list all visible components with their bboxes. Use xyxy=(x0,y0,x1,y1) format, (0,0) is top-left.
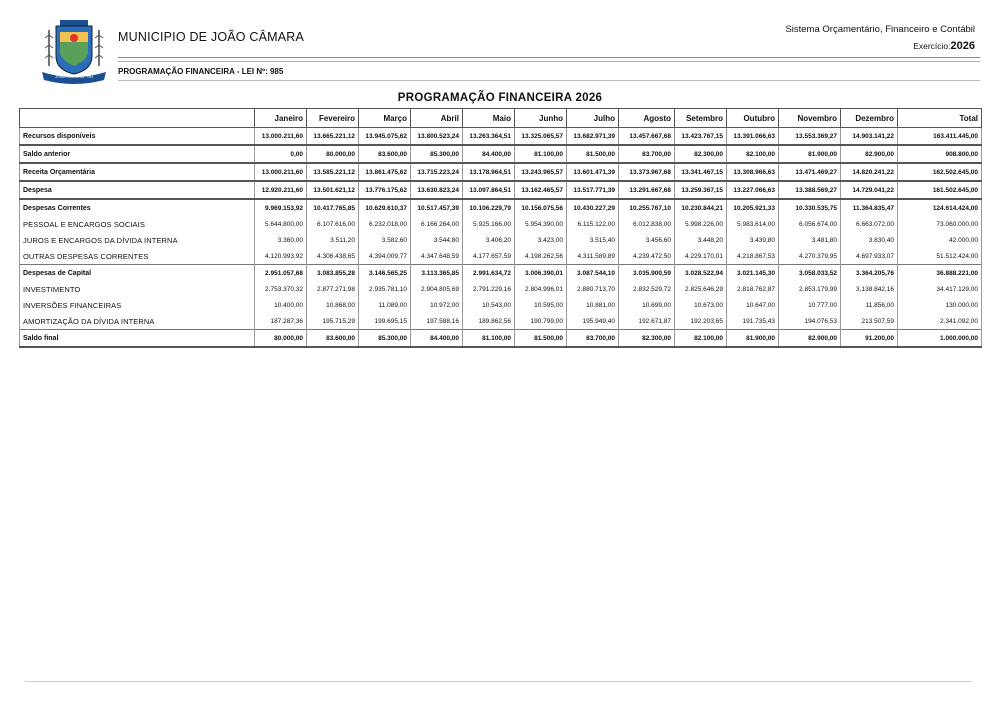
month-value-cell: 4.697.933,07 xyxy=(841,248,898,265)
svg-text:JOÃO CÂMARA · RN: JOÃO CÂMARA · RN xyxy=(54,74,94,79)
month-value-cell: 3.364.205,76 xyxy=(841,265,898,282)
header-divider xyxy=(118,57,980,58)
column-header: Maio xyxy=(463,109,515,128)
column-header: Outubro xyxy=(727,109,779,128)
month-value-cell: 199.695,15 xyxy=(359,313,411,330)
month-value-cell: 3.582,60 xyxy=(359,232,411,248)
table-row xyxy=(20,297,982,313)
row-total-cell: 51.512.424,00 xyxy=(898,248,982,265)
month-value-cell: 82.900,00 xyxy=(841,145,898,163)
column-header: Novembro xyxy=(779,109,841,128)
month-value-cell: 84.400,00 xyxy=(411,330,463,348)
month-value-cell: 3.481,80 xyxy=(779,232,841,248)
row-label: Despesa xyxy=(20,181,255,199)
month-value-cell: 3.544,80 xyxy=(411,232,463,248)
month-value-cell: 2.818.762,87 xyxy=(727,281,779,297)
row-label: Despesas de Capital xyxy=(20,265,255,282)
column-header-description xyxy=(20,109,255,128)
month-value-cell: 11.364.835,47 xyxy=(841,199,898,216)
month-value-cell: 3.448,20 xyxy=(675,232,727,248)
row-label: PESSOAL E ENCARGOS SOCIAIS xyxy=(20,216,255,232)
month-value-cell: 6.115.122,00 xyxy=(567,216,619,232)
month-value-cell: 82.900,00 xyxy=(779,330,841,348)
month-value-cell: 189.862,56 xyxy=(463,313,515,330)
month-value-cell: 3.830,40 xyxy=(841,232,898,248)
month-value-cell: 3.360,00 xyxy=(255,232,307,248)
month-value-cell: 82.300,00 xyxy=(619,330,675,348)
table-row xyxy=(20,216,982,232)
month-value-cell: 82.100,00 xyxy=(727,145,779,163)
month-value-cell: 10.255.767,10 xyxy=(619,199,675,216)
table-row xyxy=(20,199,982,216)
month-value-cell: 81.500,00 xyxy=(515,330,567,348)
footer-divider xyxy=(25,681,972,682)
month-value-cell: 13.861.475,62 xyxy=(359,163,411,181)
row-total-cell: 124.614.424,00 xyxy=(898,199,982,216)
month-value-cell: 2.991.634,72 xyxy=(463,265,515,282)
month-value-cell: 10.230.844,21 xyxy=(675,199,727,216)
row-total-cell: 130.000,00 xyxy=(898,297,982,313)
month-value-cell: 81.500,00 xyxy=(567,145,619,163)
month-value-cell: 192.671,87 xyxy=(619,313,675,330)
month-value-cell: 13.471.469,27 xyxy=(779,163,841,181)
month-value-cell: 83.700,00 xyxy=(619,145,675,163)
month-value-cell: 10.205.921,33 xyxy=(727,199,779,216)
month-value-cell: 3.515,40 xyxy=(567,232,619,248)
month-value-cell: 13.665.221,12 xyxy=(307,128,359,146)
month-value-cell: 80.000,00 xyxy=(307,145,359,163)
header-divider xyxy=(118,80,980,81)
month-value-cell: 13.000.211,60 xyxy=(255,128,307,146)
month-value-cell: 13.227.066,63 xyxy=(727,181,779,199)
month-value-cell: 83.700,00 xyxy=(567,330,619,348)
month-value-cell: 13.457.667,68 xyxy=(619,128,675,146)
month-value-cell: 4.270.379,95 xyxy=(779,248,841,265)
month-value-cell: 4.177.657,59 xyxy=(463,248,515,265)
month-value-cell: 13.097.864,51 xyxy=(463,181,515,199)
month-value-cell: 83.600,00 xyxy=(307,330,359,348)
month-value-cell: 10.673,00 xyxy=(675,297,727,313)
month-value-cell: 80.000,00 xyxy=(255,330,307,348)
month-value-cell: 3.113.365,85 xyxy=(411,265,463,282)
month-value-cell: 13.325.065,57 xyxy=(515,128,567,146)
month-value-cell: 6.166.264,00 xyxy=(411,216,463,232)
month-value-cell: 13.553.369,27 xyxy=(779,128,841,146)
column-header: Janeiro xyxy=(255,109,307,128)
month-value-cell: 195.715,29 xyxy=(307,313,359,330)
column-header: Setembro xyxy=(675,109,727,128)
month-value-cell: 13.585.221,12 xyxy=(307,163,359,181)
month-value-cell: 192.203,65 xyxy=(675,313,727,330)
month-value-cell: 13.373.967,68 xyxy=(619,163,675,181)
table-header-row xyxy=(20,109,982,128)
column-header: Fevereiro xyxy=(307,109,359,128)
month-value-cell: 10.517.457,39 xyxy=(411,199,463,216)
row-label: INVESTIMENTO xyxy=(20,281,255,297)
table-row xyxy=(20,181,982,199)
month-value-cell: 4.120.993,92 xyxy=(255,248,307,265)
month-value-cell: 2.753.370,32 xyxy=(255,281,307,297)
table-row xyxy=(20,128,982,146)
table-row xyxy=(20,163,982,181)
row-total-cell: 908.800,00 xyxy=(898,145,982,163)
month-value-cell: 6.232.018,00 xyxy=(359,216,411,232)
month-value-cell: 13.517.771,39 xyxy=(567,181,619,199)
month-value-cell: 13.259.367,15 xyxy=(675,181,727,199)
table-row xyxy=(20,248,982,265)
month-value-cell: 12.920.211,60 xyxy=(255,181,307,199)
month-value-cell: 4.229.170,01 xyxy=(675,248,727,265)
month-value-cell: 81.100,00 xyxy=(515,145,567,163)
month-value-cell: 13.601.471,39 xyxy=(567,163,619,181)
month-value-cell: 13.308.966,63 xyxy=(727,163,779,181)
month-value-cell: 2.853.179,99 xyxy=(779,281,841,297)
month-value-cell: 3.058.033,52 xyxy=(779,265,841,282)
column-header: Total xyxy=(898,109,982,128)
month-value-cell: 2.877.271,98 xyxy=(307,281,359,297)
row-label: Receita Orçamentária xyxy=(20,163,255,181)
column-header: Agosto xyxy=(619,109,675,128)
month-value-cell: 3.028.522,94 xyxy=(675,265,727,282)
month-value-cell: 10.595,00 xyxy=(515,297,567,313)
month-value-cell: 6.012.838,00 xyxy=(619,216,675,232)
report-subtitle: PROGRAMAÇÃO FINANCEIRA - LEI Nº: 985 xyxy=(118,67,284,76)
month-value-cell: 13.715.223,24 xyxy=(411,163,463,181)
month-value-cell: 3.006.390,01 xyxy=(515,265,567,282)
month-value-cell: 5.983.614,00 xyxy=(727,216,779,232)
fiscal-year xyxy=(913,40,975,52)
month-value-cell: 81.900,00 xyxy=(727,330,779,348)
month-value-cell: 4.347.648,59 xyxy=(411,248,463,265)
month-value-cell: 13.291.667,68 xyxy=(619,181,675,199)
month-value-cell: 2.904.805,69 xyxy=(411,281,463,297)
row-label: AMORTIZAÇÃO DA DÍVIDA INTERNA xyxy=(20,313,255,330)
month-value-cell: 4.311.589,89 xyxy=(567,248,619,265)
month-value-cell: 14.820.241,22 xyxy=(841,163,898,181)
month-value-cell: 5.998.226,00 xyxy=(675,216,727,232)
row-label: JUROS E ENCARGOS DA DÍVIDA INTERNA xyxy=(20,232,255,248)
month-value-cell: 91.200,00 xyxy=(841,330,898,348)
row-total-cell: 42.000,00 xyxy=(898,232,982,248)
month-value-cell: 14.729.041,22 xyxy=(841,181,898,199)
month-value-cell: 2.825.646,29 xyxy=(675,281,727,297)
row-total-cell: 161.502.645,00 xyxy=(898,181,982,199)
column-header: Março xyxy=(359,109,411,128)
month-value-cell: 11.089,00 xyxy=(359,297,411,313)
row-label: Saldo anterior xyxy=(20,145,255,163)
month-value-cell: 81.900,00 xyxy=(779,145,841,163)
month-value-cell: 83.600,00 xyxy=(359,145,411,163)
month-value-cell: 4.306.438,65 xyxy=(307,248,359,265)
month-value-cell: 84.400,00 xyxy=(463,145,515,163)
month-value-cell: 13.388.569,27 xyxy=(779,181,841,199)
month-value-cell: 5.644.800,00 xyxy=(255,216,307,232)
month-value-cell: 3.456,60 xyxy=(619,232,675,248)
column-header: Junho xyxy=(515,109,567,128)
month-value-cell: 10.868,00 xyxy=(307,297,359,313)
month-value-cell: 10.647,00 xyxy=(727,297,779,313)
month-value-cell: 3.138.842,16 xyxy=(841,281,898,297)
month-value-cell: 2.880.713,70 xyxy=(567,281,619,297)
month-value-cell: 10.777,00 xyxy=(779,297,841,313)
month-value-cell: 2.804.996,01 xyxy=(515,281,567,297)
month-value-cell: 13.501.621,12 xyxy=(307,181,359,199)
month-value-cell: 13.243.965,57 xyxy=(515,163,567,181)
month-value-cell: 81.100,00 xyxy=(463,330,515,348)
month-value-cell: 10.543,00 xyxy=(463,297,515,313)
month-value-cell: 82.100,00 xyxy=(675,330,727,348)
column-header: Julho xyxy=(567,109,619,128)
month-value-cell: 10.430.227,29 xyxy=(567,199,619,216)
table-row xyxy=(20,281,982,297)
month-value-cell: 13.423.767,15 xyxy=(675,128,727,146)
table-row xyxy=(20,313,982,330)
month-value-cell: 4.218.867,53 xyxy=(727,248,779,265)
month-value-cell: 213.507,59 xyxy=(841,313,898,330)
municipal-coat-of-arms-icon xyxy=(40,18,108,86)
month-value-cell: 10.417.765,85 xyxy=(307,199,359,216)
municipality-name: MUNICIPIO DE JOÃO CÂMARA xyxy=(118,30,305,44)
month-value-cell: 11.856,00 xyxy=(841,297,898,313)
month-value-cell: 3.423,00 xyxy=(515,232,567,248)
table-row xyxy=(20,145,982,163)
month-value-cell: 9.969.153,92 xyxy=(255,199,307,216)
month-value-cell: 4.394.009,77 xyxy=(359,248,411,265)
financial-schedule-table xyxy=(19,108,982,348)
month-value-cell: 3.083.855,28 xyxy=(307,265,359,282)
month-value-cell: 6.107.616,00 xyxy=(307,216,359,232)
month-value-cell: 2.951.057,68 xyxy=(255,265,307,282)
column-header: Abril xyxy=(411,109,463,128)
month-value-cell: 13.776.175,62 xyxy=(359,181,411,199)
month-value-cell: 191.735,43 xyxy=(727,313,779,330)
fiscal-year-value: 2026 xyxy=(950,40,975,52)
month-value-cell: 82.300,00 xyxy=(675,145,727,163)
month-value-cell: 10.881,00 xyxy=(567,297,619,313)
month-value-cell: 10.400,00 xyxy=(255,297,307,313)
system-name: Sistema Orçamentário, Financeiro e Contábil xyxy=(785,24,975,35)
month-value-cell: 3.439,80 xyxy=(727,232,779,248)
row-label: Recursos disponíveis xyxy=(20,128,255,146)
month-value-cell: 10.972,00 xyxy=(411,297,463,313)
month-value-cell: 14.903.141,22 xyxy=(841,128,898,146)
month-value-cell: 13.162.465,57 xyxy=(515,181,567,199)
month-value-cell: 5.925.166,00 xyxy=(463,216,515,232)
row-total-cell: 36.888.221,00 xyxy=(898,265,982,282)
column-header: Dezembro xyxy=(841,109,898,128)
month-value-cell: 13.391.066,63 xyxy=(727,128,779,146)
month-value-cell: 13.800.523,24 xyxy=(411,128,463,146)
month-value-cell: 3.021.145,30 xyxy=(727,265,779,282)
table-row xyxy=(20,232,982,248)
page-header xyxy=(0,0,1000,90)
table-row xyxy=(20,265,982,282)
month-value-cell: 187.287,36 xyxy=(255,313,307,330)
month-value-cell: 197.588,16 xyxy=(411,313,463,330)
row-label: OUTRAS DESPESAS CORRENTES xyxy=(20,248,255,265)
month-value-cell: 3.511,20 xyxy=(307,232,359,248)
month-value-cell: 10.629.610,37 xyxy=(359,199,411,216)
row-label: Saldo final xyxy=(20,330,255,348)
month-value-cell: 13.263.364,51 xyxy=(463,128,515,146)
month-value-cell: 4.239.472,50 xyxy=(619,248,675,265)
month-value-cell: 10.106.229,79 xyxy=(463,199,515,216)
month-value-cell: 6.056.674,00 xyxy=(779,216,841,232)
month-value-cell: 2.935.781,10 xyxy=(359,281,411,297)
month-value-cell: 5.954.390,00 xyxy=(515,216,567,232)
month-value-cell: 85.300,00 xyxy=(359,330,411,348)
month-value-cell: 10.699,00 xyxy=(619,297,675,313)
month-value-cell: 13.682.971,39 xyxy=(567,128,619,146)
month-value-cell: 85.300,00 xyxy=(411,145,463,163)
month-value-cell: 4.198.262,56 xyxy=(515,248,567,265)
row-total-cell: 163.411.445,00 xyxy=(898,128,982,146)
month-value-cell: 10.330.535,75 xyxy=(779,199,841,216)
month-value-cell: 2.832.529,72 xyxy=(619,281,675,297)
month-value-cell: 190.799,00 xyxy=(515,313,567,330)
month-value-cell: 195.949,40 xyxy=(567,313,619,330)
month-value-cell: 6.663.072,00 xyxy=(841,216,898,232)
row-total-cell: 73.060.000,00 xyxy=(898,216,982,232)
month-value-cell: 3.035.900,59 xyxy=(619,265,675,282)
month-value-cell: 13.945.075,62 xyxy=(359,128,411,146)
month-value-cell: 2.791.229,16 xyxy=(463,281,515,297)
table-body xyxy=(20,128,982,348)
month-value-cell: 13.630.823,24 xyxy=(411,181,463,199)
month-value-cell: 3.146.565,25 xyxy=(359,265,411,282)
table-title: PROGRAMAÇÃO FINANCEIRA 2026 xyxy=(397,92,603,104)
row-label: Despesas Correntes xyxy=(20,199,255,216)
month-value-cell: 10.156.075,56 xyxy=(515,199,567,216)
month-value-cell: 194.076,53 xyxy=(779,313,841,330)
month-value-cell: 13.178.964,51 xyxy=(463,163,515,181)
header-divider xyxy=(118,61,980,62)
fiscal-year-label: Exercício: xyxy=(913,41,951,51)
row-total-cell: 162.502.645,00 xyxy=(898,163,982,181)
month-value-cell: 13.341.467,15 xyxy=(675,163,727,181)
table-row xyxy=(20,330,982,348)
month-value-cell: 13.000.211,60 xyxy=(255,163,307,181)
row-total-cell: 34.417.129,00 xyxy=(898,281,982,297)
row-total-cell: 2.341.092,00 xyxy=(898,313,982,330)
month-value-cell: 3.087.544,10 xyxy=(567,265,619,282)
month-value-cell: 3.406,20 xyxy=(463,232,515,248)
month-value-cell: 0,00 xyxy=(255,145,307,163)
row-total-cell: 1.000.000,00 xyxy=(898,330,982,348)
row-label: INVERSÕES FINANCEIRAS xyxy=(20,297,255,313)
